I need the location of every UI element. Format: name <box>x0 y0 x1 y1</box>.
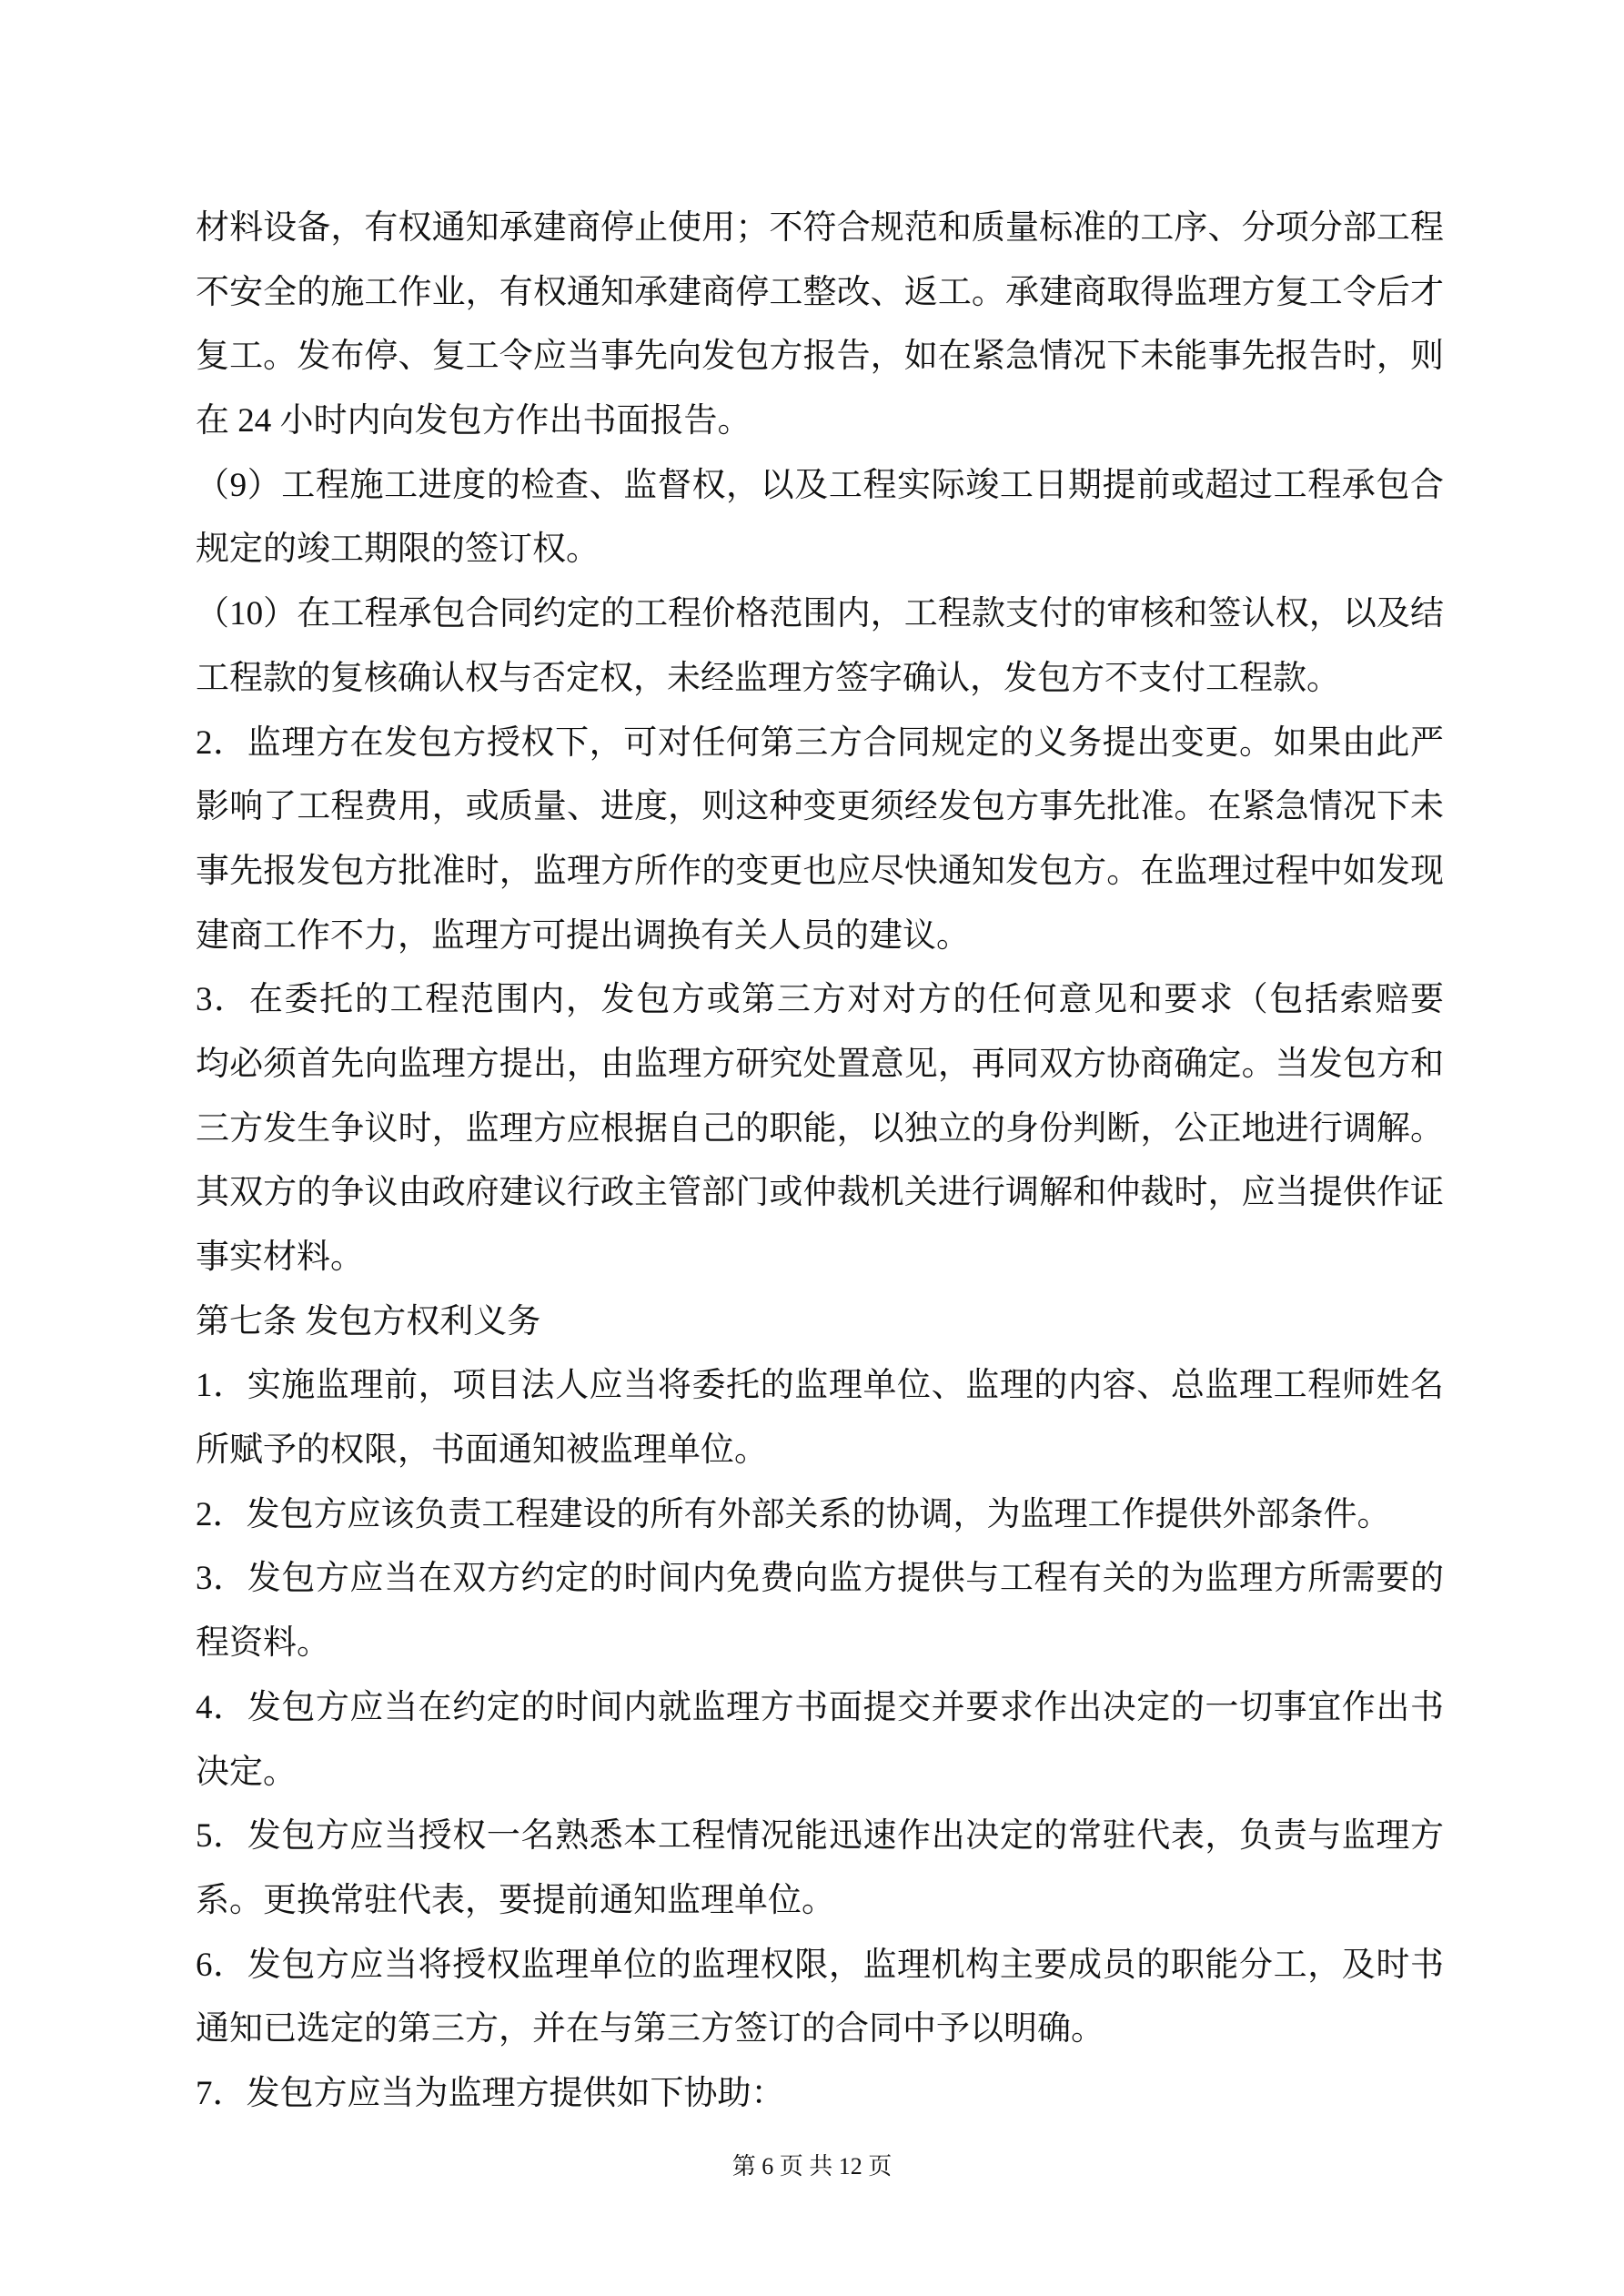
text-line: 7．发包方应当为监理方提供如下协助： <box>196 2074 785 2112</box>
text-line: 规定的竣工期限的签订权。 <box>196 531 600 569</box>
text-line: 1．实施监理前，项目法人应当将委托的监理单位、监理的内容、总监理工程师姓名 <box>196 1367 1444 1405</box>
paragraph <box>196 1805 1444 1933</box>
text-line: 3．在委托的工程范围内，发包方或第三方对对方的任何意见和要求（包括索赔要 <box>196 981 1444 1019</box>
text-line: （9）工程施工进度的检查、监督权，以及工程实际竣工日期提前或超过工程承包合 <box>196 466 1444 504</box>
paragraph <box>196 582 1444 711</box>
text-line: 不安全的施工作业，有权通知承建商停工整改、返工。承建商取得监理方复工令后才 <box>196 273 1444 311</box>
paragraph <box>196 1354 1444 1482</box>
paragraph <box>196 712 1444 969</box>
text-line: （10）在工程承包合同约定的工程价格范围内，工程款支付的审核和签认权，以及结 <box>196 595 1444 633</box>
text-line: 工程款的复核确认权与否定权，未经监理方签字确认，发包方不支付工程款。 <box>196 659 1340 697</box>
paragraph <box>196 1934 1444 2062</box>
text-line: 复工。发布停、复工令应当事先向发包方报告，如在紧急情况下未能事先报告时，则 <box>196 338 1444 376</box>
paragraph <box>196 454 1444 582</box>
paragraph <box>196 1676 1444 1805</box>
text-line: 事先报发包方批准时，监理方所作的变更也应尽快通知发包方。在监理过程中如发现 <box>196 852 1444 890</box>
text-line: 决定。 <box>196 1753 297 1791</box>
text-line: 在 24 小时内向发包方作出书面报告。 <box>196 402 751 440</box>
paragraph <box>196 197 1444 454</box>
text-line: 建商工作不力，监理方可提出调换有关人员的建议。 <box>196 916 970 955</box>
text-line: 均必须首先向监理方提出，由监理方研究处置意见，再同双方协商确定。当发包方和 <box>196 1045 1444 1083</box>
text-line: 三方发生争议时，监理方应根据自己的职能，以独立的身份判断，公正地进行调解。 <box>196 1109 1444 1148</box>
text-line: 系。更换常驻代表，要提前通知监理单位。 <box>196 1881 835 1919</box>
text-line: 3．发包方应当在双方约定的时间内免费向监方提供与工程有关的为监理方所需要的 <box>196 1560 1444 1598</box>
text-line: 材料设备，有权通知承建商停止使用；不符合规范和质量标准的工序、分项分部工程 <box>196 209 1444 247</box>
text-line: 2．监理方在发包方授权下，可对任何第三方合同规定的义务提出变更。如果由此严 <box>196 723 1444 762</box>
text-line: 程资料。 <box>196 1624 330 1663</box>
paragraph <box>196 1547 1444 1675</box>
text-line: 5．发包方应当授权一名熟悉本工程情况能迅速作出决定的常驻代表，负责与监理方 <box>196 1817 1444 1856</box>
text-line: 影响了工程费用，或质量、进度，则这种变更须经发包方事先批准。在紧急情况下未 <box>196 788 1444 826</box>
paragraph <box>196 1290 1444 1355</box>
text-line: 所赋予的权限，书面通知被监理单位。 <box>196 1431 768 1470</box>
page-footer: 第 6 页 共 12 页 <box>731 2153 893 2180</box>
text-line: 通知已选定的第三方，并在与第三方签订的合同中予以明确。 <box>196 2010 1105 2048</box>
text-line: 第七条 发包方权利义务 <box>196 1302 541 1340</box>
paragraph <box>196 2062 1444 2127</box>
text-line: 其双方的争议由政府建议行政主管部门或仲裁机关进行调解和仲裁时，应当提供作证 <box>196 1174 1444 1212</box>
document-body <box>196 197 1444 2127</box>
text-line: 6．发包方应当将授权监理单位的监理权限，监理机构主要成员的职能分工，及时书 <box>196 1946 1444 1984</box>
paragraph <box>196 968 1444 1290</box>
text-line: 4．发包方应当在约定的时间内就监理方书面提交并要求作出决定的一切事宜作出书 <box>196 1688 1444 1726</box>
paragraph <box>196 1483 1444 1548</box>
text-line: 事实材料。 <box>196 1239 364 1276</box>
text-line: 2．发包方应该负责工程建设的所有外部关系的协调，为监理工作提供外部条件。 <box>196 1495 1391 1533</box>
